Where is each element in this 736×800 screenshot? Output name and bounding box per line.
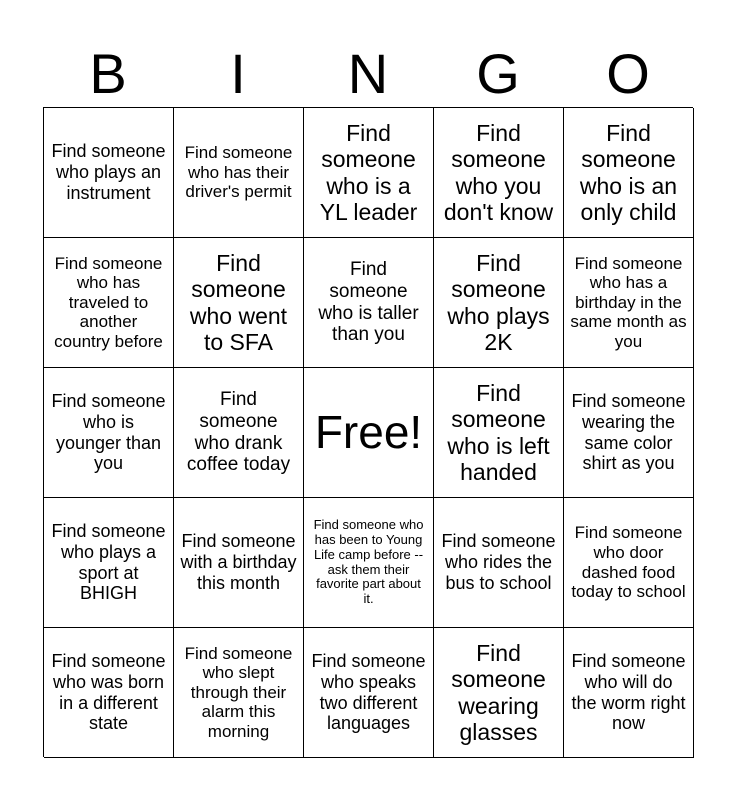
bingo-cell[interactable]	[174, 368, 304, 498]
bingo-cell[interactable]	[304, 238, 434, 368]
bingo-cell[interactable]	[434, 368, 564, 498]
cell-text: Find someone who was born in a different state	[51, 651, 166, 734]
bingo-cell[interactable]	[44, 628, 174, 758]
bingo-cell[interactable]	[174, 498, 304, 628]
header-letter-g: G	[476, 42, 520, 105]
cell-text: Find someone who drank coffee today	[186, 388, 291, 476]
cell-text: Find someone who rides the bus to school	[441, 531, 556, 593]
cell-text: Find someone who went to SFA	[189, 249, 288, 355]
cell-text: Find someone who has a birthday in the same month as you	[570, 253, 687, 351]
bingo-cell[interactable]	[564, 108, 694, 238]
bingo-board	[43, 107, 693, 757]
bingo-cell[interactable]	[174, 628, 304, 758]
bingo-cell[interactable]	[304, 498, 434, 628]
cell-text: Find someone who slept through their alarm this morning	[184, 643, 293, 741]
cell-text: Find someone who plays 2K	[447, 249, 550, 355]
cell-text: Find someone who speaks two different languages	[311, 651, 426, 734]
cell-text: Find someone who you don't know	[443, 119, 554, 225]
free-cell[interactable]	[304, 368, 434, 498]
cell-text: Find someone who will do the worm right now	[571, 651, 686, 734]
bingo-cell[interactable]	[564, 368, 694, 498]
header-letter-b: B	[89, 42, 127, 105]
bingo-cell[interactable]	[434, 628, 564, 758]
header-letter-o: O	[606, 42, 650, 105]
cell-text: Find someone who is a YL leader	[319, 119, 418, 225]
free-text: Free!	[314, 406, 423, 459]
bingo-cell[interactable]	[304, 108, 434, 238]
bingo-cell[interactable]	[174, 238, 304, 368]
cell-text: Find someone wearing the same color shirt as you	[571, 391, 686, 474]
cell-text: Find someone who is left handed	[447, 379, 550, 485]
cell-text: Find someone who has traveled to another country before	[54, 253, 163, 351]
cell-text: Find someone who plays an instrument	[51, 141, 166, 203]
cell-text: Find someone who has their driver's permit	[184, 143, 293, 202]
cell-text: Find someone who is younger than you	[51, 391, 166, 474]
cell-text: Find someone who is an only child	[579, 119, 678, 225]
cell-text: Find someone with a birthday this month	[180, 531, 297, 593]
bingo-cell[interactable]	[434, 238, 564, 368]
bingo-cell[interactable]	[44, 498, 174, 628]
bingo-cell[interactable]	[434, 108, 564, 238]
bingo-cell[interactable]	[304, 628, 434, 758]
bingo-cell[interactable]	[434, 498, 564, 628]
cell-text: Find someone wearing glasses	[451, 639, 546, 745]
header-letter-i: I	[230, 42, 246, 105]
bingo-cell[interactable]	[44, 238, 174, 368]
bingo-cell[interactable]	[174, 108, 304, 238]
cell-text: Find someone who is taller than you	[318, 258, 419, 346]
bingo-header	[43, 40, 693, 108]
cell-text: Find someone who has been to Young Life camp before -- ask them their favorite part about it.	[313, 516, 424, 607]
cell-text: Find someone who door dashed food today to school	[571, 523, 686, 602]
bingo-cell[interactable]	[44, 108, 174, 238]
bingo-cell[interactable]	[44, 368, 174, 498]
bingo-cell[interactable]	[564, 498, 694, 628]
cell-text: Find someone who plays a sport at BHIGH	[51, 521, 166, 604]
bingo-cell[interactable]	[564, 628, 694, 758]
header-letter-n: N	[347, 42, 389, 105]
bingo-cell[interactable]	[564, 238, 694, 368]
